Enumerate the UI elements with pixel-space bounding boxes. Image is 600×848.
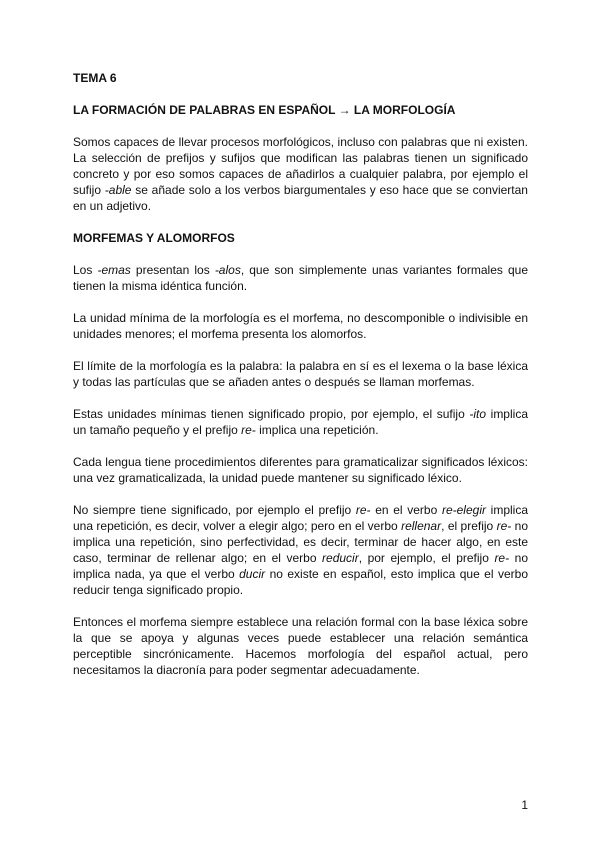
paragraph-4	[73, 358, 528, 390]
page-content	[73, 70, 528, 694]
paragraph-5	[73, 406, 528, 438]
text-run: implica un tamaño pequeño y el prefijo	[73, 407, 528, 437]
page-number: 1	[521, 798, 528, 812]
text-run: La unidad mínima de la morfología es el morfema, no descomponible o indivisible en unidades menores; el morfema presenta los alomorfos.	[73, 311, 528, 341]
paragraph-8	[73, 614, 528, 678]
paragraph-2	[73, 262, 528, 294]
italic-term: -alos	[214, 263, 241, 277]
text-run: Somos capaces de llevar procesos morfológicos, incluso con palabras que ni existen. La selección de prefijos y sufijos que modifican las palabras tienen un significado concreto y por eso somos capaces de añadirlos a cualquier palabra, por ejemplo el sufijo	[73, 135, 528, 197]
section-heading: MORFEMAS Y ALOMORFOS	[73, 231, 235, 245]
paragraph-3	[73, 310, 528, 342]
unit-label: TEMA 6	[73, 71, 117, 85]
text-run: No siempre tiene significado, por ejemplo el prefijo	[73, 503, 356, 517]
italic-term: re-	[494, 551, 510, 565]
text-run: presentan los	[130, 263, 215, 277]
text-run: implica una repetición.	[255, 423, 379, 437]
italic-term: -emas	[97, 263, 131, 277]
italic-term: -able	[104, 183, 132, 197]
text-run: , el prefijo	[441, 519, 497, 533]
paragraph-1	[73, 134, 528, 214]
paragraph-7	[73, 502, 528, 598]
text-run: implica una repetición, es decir, volver a elegir algo; pero en el verbo	[73, 503, 529, 533]
italic-term: reducir	[322, 551, 359, 565]
text-run: no implica nada, ya que el verbo	[73, 551, 528, 581]
paragraph-6	[73, 454, 528, 486]
italic-term: re-	[496, 519, 512, 533]
italic-term: re-	[241, 423, 256, 437]
italic-term: re-	[355, 503, 371, 517]
text-run: Estas unidades mínimas tienen significado propio, por ejemplo, el sufijo	[73, 407, 470, 421]
text-run: Los	[73, 263, 98, 277]
italic-term: re-elegir	[441, 503, 486, 517]
italic-term: rellenar	[401, 519, 442, 533]
text-run: Cada lengua tiene procedimientos diferentes para gramaticalizar significados léxicos: una vez gramaticalizada, la unidad puede mantener su significado léxico.	[73, 455, 528, 485]
text-run: , que son simplemente unas variantes formales que tienen la misma idéntica función.	[73, 263, 528, 293]
text-run: , por ejemplo, el prefijo	[358, 551, 495, 565]
text-run: se añade solo a los verbos biargumentales y eso hace que se conviertan en un adjetivo.	[73, 183, 528, 213]
italic-term: -ito	[469, 407, 487, 421]
page-title: LA FORMACIÓN DE PALABRAS EN ESPAÑOL → LA MORFOLOGÍA	[73, 103, 456, 117]
text-run: no existe en español, esto implica que el verbo reducir tenga significado propio.	[73, 567, 528, 597]
text-run: Entonces el morfema siempre establece una relación formal con la base léxica sobre la que se apoya y algunas veces puede establecer una relación semántica perceptible sincrónicamente. Hacemos morfología del español actual, pero necesitamos la diacronía para poder segmentar adecuadamente.	[73, 615, 528, 677]
text-run: El límite de la morfología es la palabra: la palabra en sí es el lexema o la base léxica y todas las partículas que se añaden antes o después se llaman morfemas.	[73, 359, 528, 389]
text-run: en el verbo	[370, 503, 442, 517]
italic-term: ducir	[239, 567, 266, 581]
text-run: no implica una repetición, sino perfectividad, es decir, terminar de hacer algo, en este caso, terminar de rellenar algo; en el verbo	[73, 519, 529, 565]
